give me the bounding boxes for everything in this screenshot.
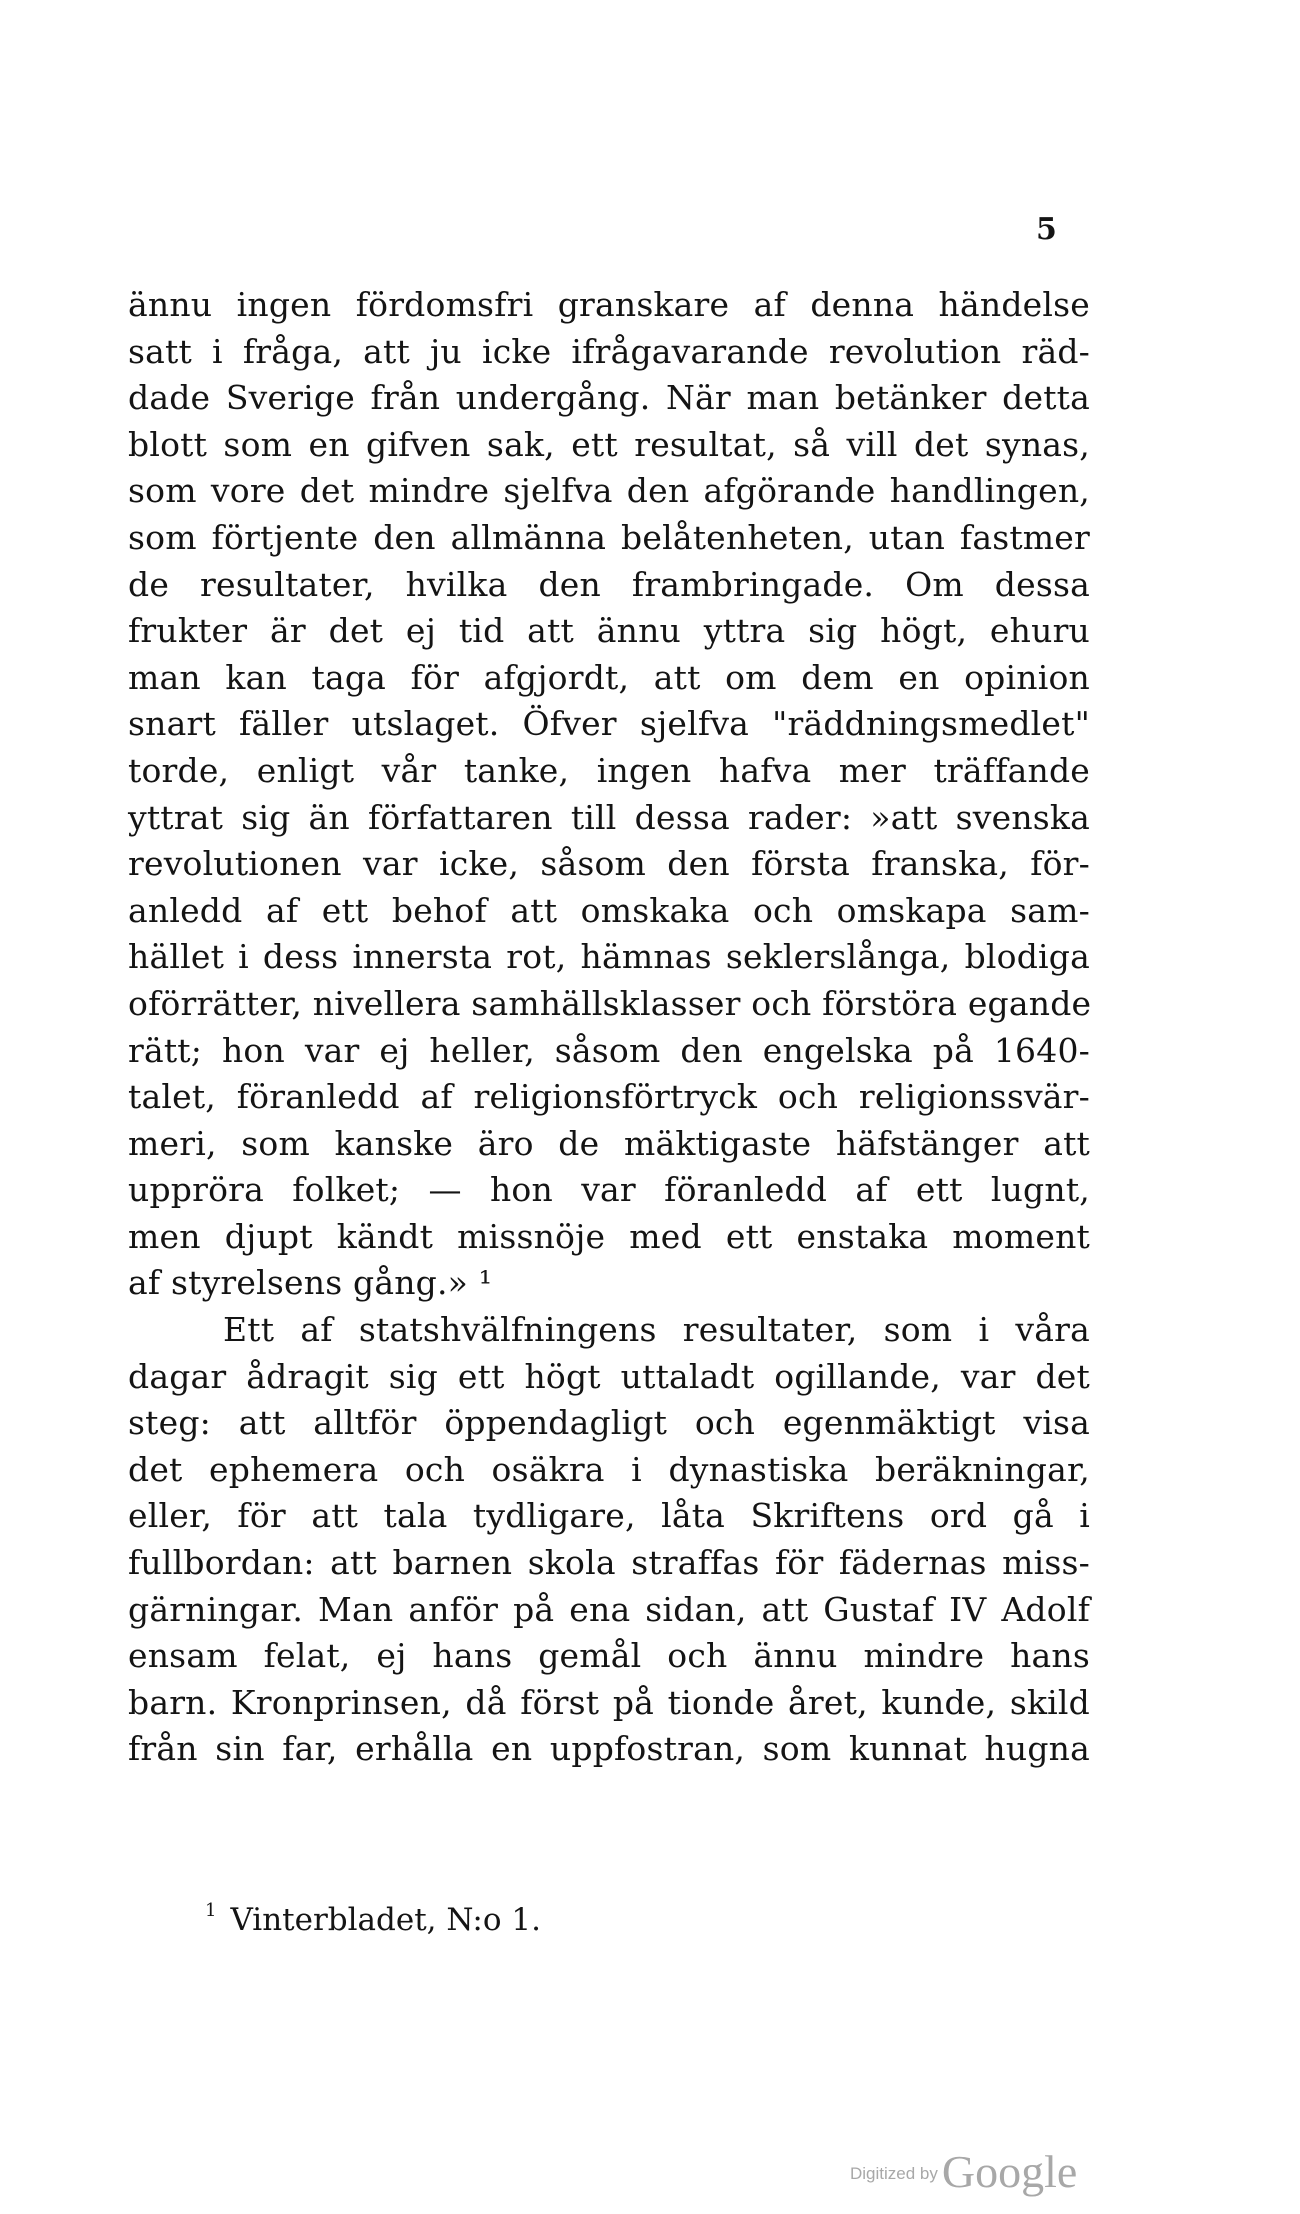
text-line: uppröra folket; — hon var föranledd af ett lugnt, bbox=[128, 1170, 1090, 1210]
text-line: satt i fråga, att ju icke ifrågavarande revolution räd- bbox=[128, 331, 1090, 371]
text-line: man kan taga för afgjordt, att om dem en opinion bbox=[128, 657, 1090, 697]
text-line: som vore det mindre sjelfva den afgörande handlingen, bbox=[128, 471, 1090, 511]
paragraph-2 bbox=[128, 1307, 1090, 1773]
text-line: barn. Kronprinsen, då först på tionde året, kunde, skild bbox=[128, 1682, 1090, 1722]
text-line: meri, som kanske äro de mäktigaste häfstänger att bbox=[128, 1123, 1090, 1163]
text-line: hället i dess innersta rot, hämnas seklerslånga, blodiga bbox=[128, 937, 1090, 977]
footnote-text: Vinterbladet, N:o 1. bbox=[230, 1902, 541, 1938]
text-line: yttrat sig än författaren till dessa rader: »att svenska bbox=[128, 797, 1090, 837]
text-line: af styrelsens gång.» ¹ bbox=[128, 1263, 493, 1303]
digitized-watermark bbox=[850, 2145, 1077, 2198]
text-line: dagar ådragit sig ett högt uttaladt ogillande, var det bbox=[128, 1356, 1090, 1396]
text-line: eller, för att tala tydligare, låta Skriftens ord gå i bbox=[128, 1496, 1090, 1536]
text-line: anledd af ett behof att omskaka och omskapa sam- bbox=[128, 890, 1090, 930]
text-line: men djupt kändt missnöje med ett enstaka moment bbox=[128, 1216, 1090, 1256]
text-line: Ett af statshvälfningens resultater, som i våra bbox=[223, 1310, 1090, 1350]
google-logo: Google bbox=[941, 2146, 1078, 2197]
text-line: dade Sverige från undergång. När man betänker detta bbox=[128, 378, 1090, 418]
text-line: torde, enligt vår tanke, ingen hafva mer träffande bbox=[128, 750, 1090, 790]
text-line: fullbordan: att barnen skola straffas för fädernas miss- bbox=[128, 1543, 1090, 1583]
footnote-marker: 1 bbox=[205, 1900, 217, 1921]
page-number: 5 bbox=[1036, 212, 1057, 247]
text-line: de resultater, hvilka den frambringade. Om dessa bbox=[128, 564, 1090, 604]
text-line: ännu ingen fördomsfri granskare af denna händelse bbox=[128, 285, 1090, 324]
text-line: steg: att alltför öppendagligt och egenmäktigt visa bbox=[128, 1403, 1090, 1443]
text-line: rätt; hon var ej heller, såsom den engelska på 1640- bbox=[128, 1030, 1090, 1070]
text-line: snart fäller utslaget. Öfver sjelfva "räddningsmedlet" bbox=[128, 704, 1090, 744]
text-line: talet, föranledd af religionsförtryck och religionssvär- bbox=[128, 1077, 1090, 1117]
text-line: det ephemera och osäkra i dynastiska beräkningar, bbox=[128, 1449, 1090, 1489]
text-line: från sin far, erhålla en uppfostran, som kunnat hugna bbox=[128, 1729, 1090, 1769]
text-line: oförrätter, nivellera samhällsklasser och förstöra egande bbox=[128, 983, 1092, 1023]
text-line: revolutionen var icke, såsom den första franska, för- bbox=[128, 844, 1090, 884]
text-line: som förtjente den allmänna belåtenheten, utan fastmer bbox=[128, 517, 1090, 557]
paragraph-1 bbox=[128, 282, 1090, 1307]
body-text bbox=[128, 282, 1090, 1773]
text-line: frukter är det ej tid att ännu yttra sig högt, ehuru bbox=[128, 611, 1090, 651]
text-line: ensam felat, ej hans gemål och ännu mindre hans bbox=[128, 1636, 1090, 1676]
text-line: gärningar. Man anför på ena sidan, att Gustaf IV Adolf bbox=[128, 1589, 1090, 1629]
watermark-prefix: Digitized by bbox=[850, 2164, 938, 2183]
footnote bbox=[205, 1900, 541, 1938]
text-line: blott som en gifven sak, ett resultat, så vill det synas, bbox=[128, 424, 1090, 464]
